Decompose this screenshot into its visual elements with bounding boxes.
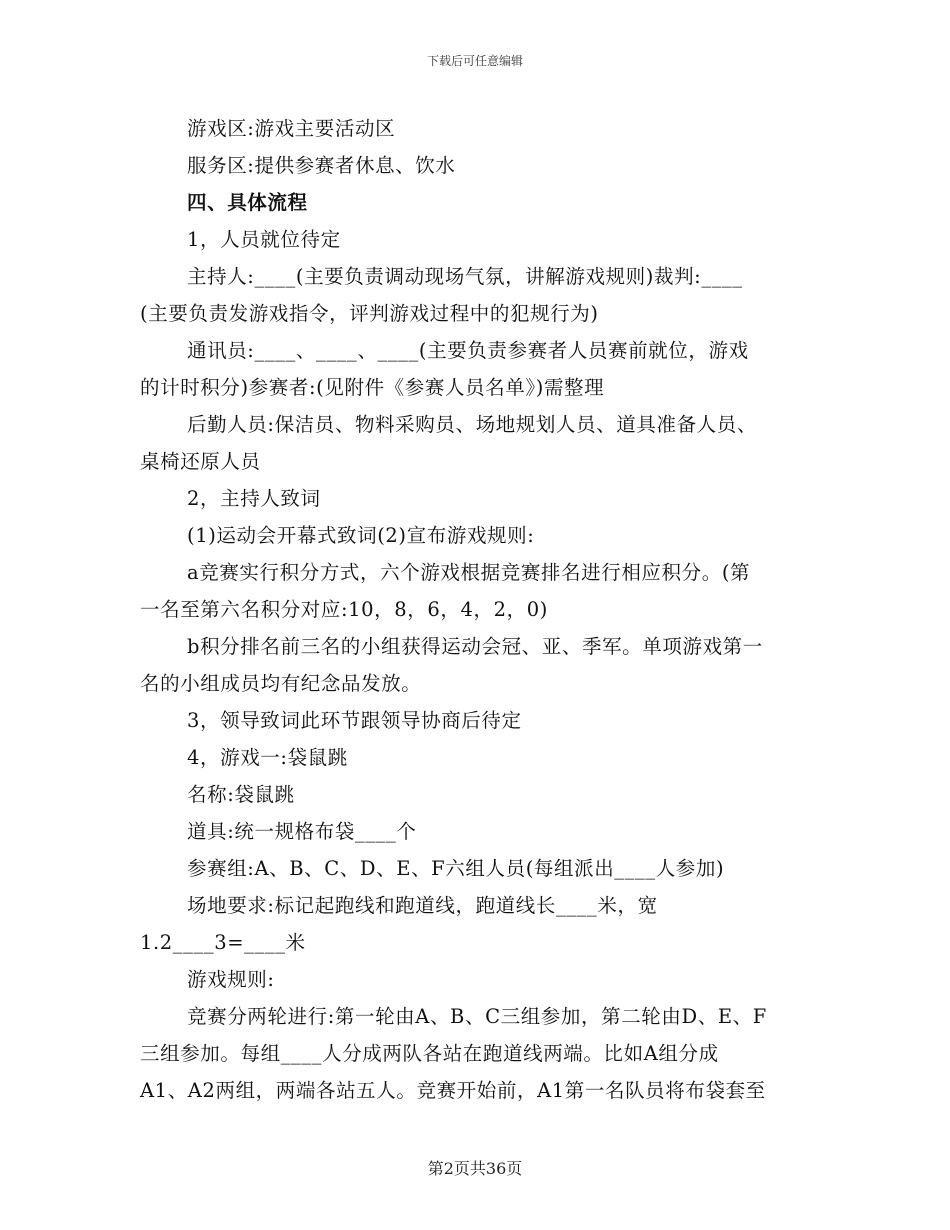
text-line: 场地要求:标记起跑线和跑道线，跑道线长____米，宽 xyxy=(187,894,658,917)
text-line: (主要负责发游戏指令，评判游戏过程中的犯规行为) xyxy=(140,302,599,325)
text-line: 1，人员就位待定 xyxy=(187,228,341,251)
text-line: 的计时积分)参赛者:(见附件《参赛人员名单》)需整理 xyxy=(140,376,605,399)
text-line: 后勤人员:保洁员、物料采购员、场地规划人员、道具准备人员、 xyxy=(187,413,757,436)
text-line: a竞赛实行积分方式，六个游戏根据竞赛排名进行相应积分。(第 xyxy=(187,561,751,584)
text-line: 名的小组成员均有纪念品发放。 xyxy=(140,672,422,695)
text-line: A1、A2两组，两端各站五人。竞赛开始前，A1第一名队员将布袋套至 xyxy=(140,1079,766,1102)
text-line: 游戏区:游戏主要活动区 xyxy=(187,117,396,140)
text-line: 4，游戏一:袋鼠跳 xyxy=(187,746,348,769)
text-line: 服务区:提供参赛者休息、饮水 xyxy=(187,154,456,177)
text-line: 通讯员:____、____、____(主要负责参赛者人员赛前就位，游戏 xyxy=(187,339,749,362)
text-line: 游戏规则: xyxy=(187,968,275,991)
text-line: 参赛组:A、B、C、D、E、F六组人员(每组派出____人参加) xyxy=(187,857,725,880)
text-line: 一名至第六名积分对应:10，8，6，4，2，0) xyxy=(140,598,548,621)
document-body xyxy=(140,110,820,1109)
text-line: 2，主持人致词 xyxy=(187,487,321,510)
text-line: 主持人:____(主要负责调动现场气氛，讲解游戏规则)裁判:____ xyxy=(187,265,743,288)
text-line: 道具:统一规格布袋____个 xyxy=(187,820,417,843)
text-line: 3，领导致词此环节跟领导协商后待定 xyxy=(187,709,522,732)
text-line: 名称:袋鼠跳 xyxy=(187,783,295,806)
text-line: 竞赛分两轮进行:第一轮由A、B、C三组参加，第二轮由D、E、F xyxy=(187,1005,767,1028)
text-line: b积分排名前三名的小组获得运动会冠、亚、季军。单项游戏第一 xyxy=(187,635,763,658)
page-footer: 第2页共36页 xyxy=(427,1159,523,1178)
page-header: 下载后可任意编辑 xyxy=(426,54,523,68)
section-heading: 四、具体流程 xyxy=(187,191,308,214)
text-line: 1.2____3=____米 xyxy=(140,931,306,954)
text-line: (1)运动会开幕式致词(2)宣布游戏规则: xyxy=(187,524,535,547)
text-line: 三组参加。每组____人分成两队各站在跑道线两端。比如A组分成 xyxy=(140,1042,719,1065)
text-line: 桌椅还原人员 xyxy=(140,450,261,473)
